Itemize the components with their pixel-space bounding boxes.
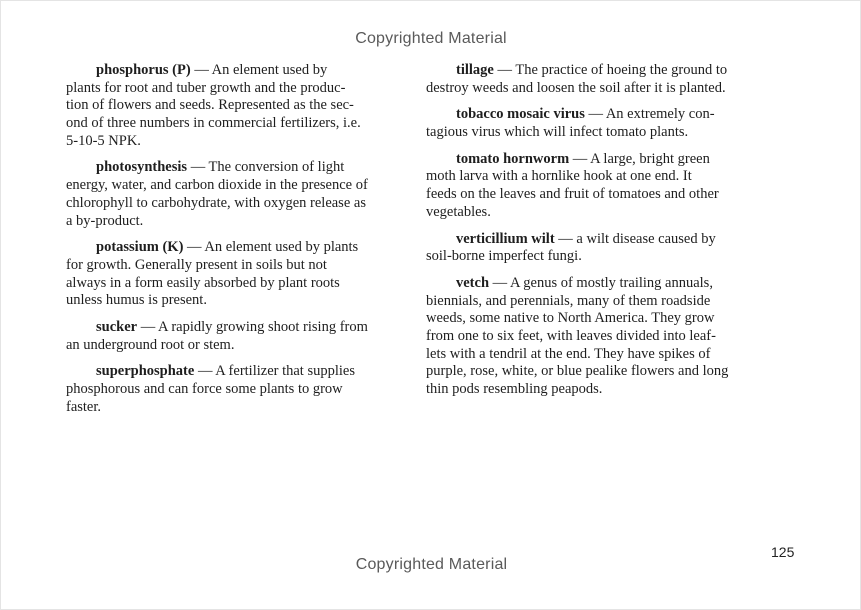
definition-text: plants for root and tuber growth and the produc- bbox=[66, 79, 346, 96]
definition-text: unless humus is present. bbox=[66, 292, 207, 309]
definition-text: — A fertilizer that supplies bbox=[197, 363, 355, 380]
entry-line bbox=[66, 337, 398, 355]
entry-line bbox=[426, 248, 758, 266]
entry-first-line bbox=[426, 62, 758, 80]
header-watermark: Copyrighted Material bbox=[355, 30, 507, 47]
definition-text: soil-borne imperfect fungi. bbox=[426, 248, 582, 265]
entry-line bbox=[66, 213, 398, 231]
definition-text: purple, rose, white, or blue pealike flowers and long bbox=[426, 363, 729, 380]
definition-text: an underground root or stem. bbox=[66, 336, 235, 353]
glossary-term: potassium (K) bbox=[96, 239, 184, 256]
glossary-term: phosphorus (P) bbox=[96, 62, 191, 78]
page-number: 125 bbox=[771, 544, 795, 560]
entry-first-line bbox=[426, 106, 758, 124]
definition-text: feeds on the leaves and fruit of tomatoes and other bbox=[426, 186, 719, 203]
entry-line bbox=[66, 115, 398, 133]
definition-text: faster. bbox=[66, 398, 102, 415]
entry-line bbox=[66, 275, 398, 293]
entry-first-line bbox=[426, 231, 758, 249]
glossary-term: tillage bbox=[456, 62, 494, 78]
definition-text: chlorophyll to carbohydrate, with oxygen release as bbox=[66, 194, 366, 211]
glossary-entry bbox=[426, 231, 758, 266]
entry-first-line bbox=[66, 319, 398, 337]
definition-text: a by-product. bbox=[66, 212, 144, 229]
entry-line bbox=[426, 381, 758, 399]
entry-line bbox=[426, 168, 758, 186]
definition-text: destroy weeds and loosen the soil after it is planted. bbox=[426, 79, 726, 96]
entry-first-line bbox=[426, 151, 758, 169]
entry-line bbox=[66, 133, 398, 151]
definition-text: — The conversion of light bbox=[190, 159, 345, 176]
entry-line bbox=[66, 292, 398, 310]
glossary-term: tobacco mosaic virus bbox=[456, 106, 585, 123]
definition-text: vegetables. bbox=[426, 203, 491, 220]
entry-line bbox=[426, 310, 758, 328]
glossary-term: tomato hornworm bbox=[456, 150, 570, 167]
entry-line bbox=[66, 381, 398, 399]
definition-text: thin pods resembling peapods. bbox=[426, 381, 603, 397]
entry-line bbox=[426, 363, 758, 381]
definition-text: 5-10-5 NPK. bbox=[66, 132, 141, 149]
glossary-entry bbox=[426, 106, 758, 141]
entry-line bbox=[426, 328, 758, 346]
entry-line bbox=[426, 186, 758, 204]
definition-text: always in a form easily absorbed by plant roots bbox=[66, 274, 340, 291]
entry-line bbox=[66, 97, 398, 115]
glossary-entry bbox=[66, 62, 398, 150]
entry-first-line bbox=[66, 159, 398, 177]
glossary-column-left bbox=[66, 62, 398, 416]
entry-first-line bbox=[66, 239, 398, 257]
definition-text: — A large, bright green bbox=[572, 150, 710, 167]
definition-text: tagious virus which will infect tomato plants. bbox=[426, 124, 689, 141]
glossary-entry bbox=[426, 151, 758, 222]
definition-text: — An extremely con- bbox=[588, 106, 715, 123]
definition-text: — A rapidly growing shoot rising from bbox=[140, 318, 368, 335]
definition-text: ond of three numbers in commercial fertilizers, i.e. bbox=[66, 115, 361, 132]
glossary-entry bbox=[426, 62, 758, 97]
glossary-entry bbox=[66, 363, 398, 416]
glossary-entry bbox=[426, 275, 758, 399]
entry-line bbox=[426, 204, 758, 222]
entry-line bbox=[66, 177, 398, 195]
glossary-entry bbox=[66, 159, 398, 230]
definition-text: — A genus of mostly trailing annuals, bbox=[492, 274, 713, 291]
definition-text: — a wilt disease caused by bbox=[558, 230, 716, 247]
entry-line bbox=[426, 293, 758, 311]
definition-text: from one to six feet, with leaves divided into leaf- bbox=[426, 327, 716, 344]
glossary-term: sucker bbox=[96, 318, 138, 335]
definition-text: energy, water, and carbon dioxide in the presence of bbox=[66, 177, 368, 194]
definition-text: biennials, and perennials, many of them roadside bbox=[426, 292, 711, 309]
glossary-entry bbox=[66, 319, 398, 354]
definition-text: for growth. Generally present in soils but not bbox=[66, 256, 327, 273]
definition-text: phosphorous and can force some plants to grow bbox=[66, 381, 343, 397]
definition-text: — The practice of hoeing the ground to bbox=[497, 62, 728, 78]
glossary-entry bbox=[66, 239, 398, 310]
entry-first-line bbox=[66, 62, 398, 80]
entry-first-line bbox=[66, 363, 398, 381]
entry-line bbox=[426, 346, 758, 364]
glossary-column-right bbox=[426, 62, 758, 399]
glossary-term: superphosphate bbox=[96, 363, 195, 380]
definition-text: — An element used by plants bbox=[187, 239, 359, 256]
entry-line bbox=[426, 124, 758, 142]
entry-line bbox=[66, 80, 398, 98]
definition-text: lets with a tendril at the end. They have spikes of bbox=[426, 345, 711, 362]
entry-line bbox=[66, 399, 398, 417]
glossary-term: vetch bbox=[456, 274, 490, 291]
footer-watermark: Copyrighted Material bbox=[355, 556, 508, 573]
entry-first-line bbox=[426, 275, 758, 293]
entry-line bbox=[66, 257, 398, 275]
definition-text: — An element used by bbox=[194, 62, 328, 78]
entry-line bbox=[426, 80, 758, 98]
definition-text: moth larva with a hornlike hook at one end. It bbox=[426, 168, 692, 185]
glossary-term: verticillium wilt bbox=[456, 230, 555, 247]
definition-text: tion of flowers and seeds. Represented as the sec- bbox=[66, 97, 354, 114]
entry-line bbox=[66, 195, 398, 213]
definition-text: weeds, some native to North America. They grow bbox=[426, 310, 715, 327]
glossary-term: photosynthesis bbox=[96, 159, 188, 176]
